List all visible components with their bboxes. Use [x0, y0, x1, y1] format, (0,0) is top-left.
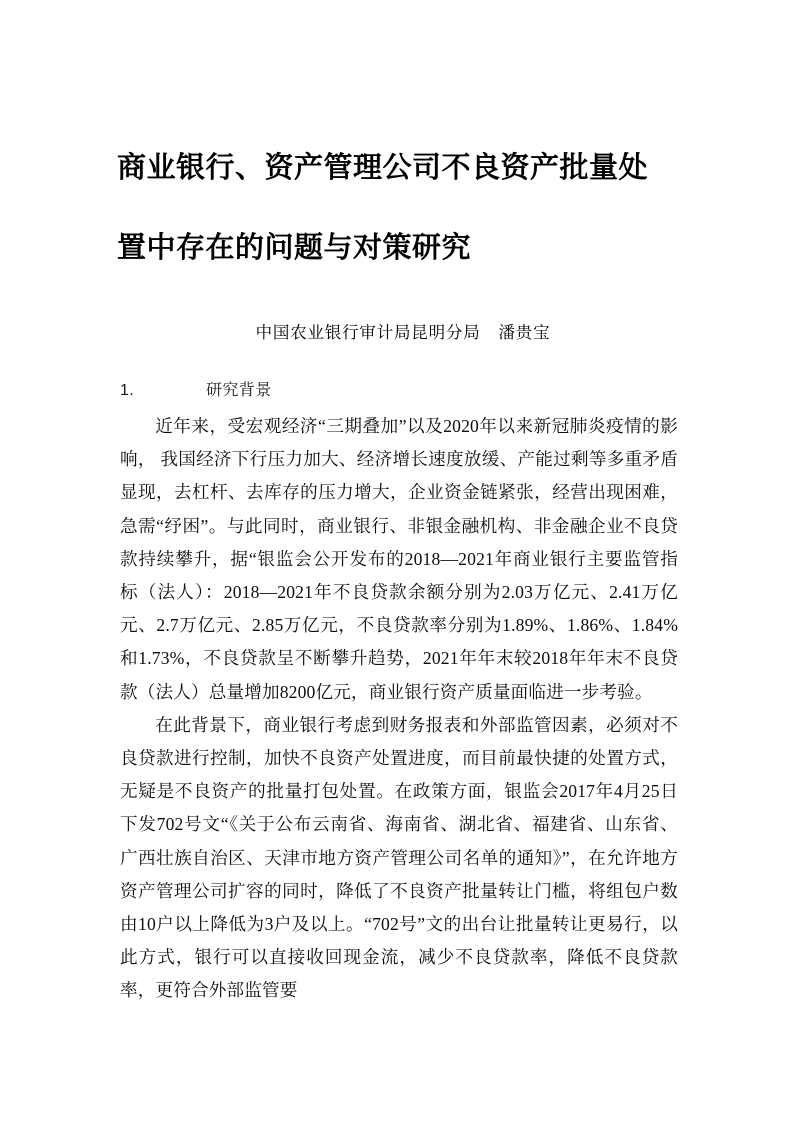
title-line-1: 商业银行、资产管理公司不良资产批量处 [117, 150, 649, 185]
author-affiliation: 中国农业银行审计局昆明分局 [255, 323, 481, 342]
title-line-2: 置中存在的问题与对策研究 [117, 230, 472, 265]
section-heading-1 [120, 379, 680, 403]
section-heading-label: 研究背景 [206, 382, 272, 399]
author-name: 潘贵宝 [498, 323, 551, 342]
paragraph: 在此背景下，商业银行考虑到财务报表和外部监管因素，必须对不良贷款进行控制，加快不良资产处置进度，而目前最快捷的处置方式，无疑是不良资产的批量打包处置。在政策方面，银监会2017年4月25日下发702号文“《关于公布云南省、海南省、湖北省、福建省、山东省、广西壮族自治区、天津市地方资产管理公司名单的通知》”，在允许地方资产管理公司扩容的同时，降低了不良资产批量转让门槛，将组包户数由10户以上降低为3户及以上。“702号”文的出台让批量转让更易行，以此方式，银行可以直接收回现金流，减少不良贷款率，降低不良贷款率，更符合外部监管要 [120, 714, 678, 1001]
body-content [120, 410, 678, 1008]
author-affiliation-line [120, 320, 680, 346]
paragraph: 近年来，受宏观经济“三期叠加”以及2020年以来新冠肺炎疫情的影响， 我国经济下行压力加大、经济增长速度放缓、产能过剩等多重矛盾显现，去杠杆、去库存的压力增大，企业资金链紧张，经营出现困难，急需“纾困”。与此同时，商业银行、非银金融机构、非金融企业不良贷款持续攀升，据“银监会公开发布的2018—2021年商业银行主要监管指标（法人）：2018—2021年不良贷款余额分别为2.03万亿元、2.41万亿元、2.7万亿元、2.85万亿元，不良贷款率分别为1.89%、1.86%、1.84%和1.73%，不良贷款呈不断攀升趋势，2021年年末较2018年年末不良贷款（法人）总量增加8200亿元，商业银行资产质量面临进一步考验。 [120, 416, 678, 702]
page-title [117, 127, 687, 287]
section-number: 1. [120, 382, 135, 399]
